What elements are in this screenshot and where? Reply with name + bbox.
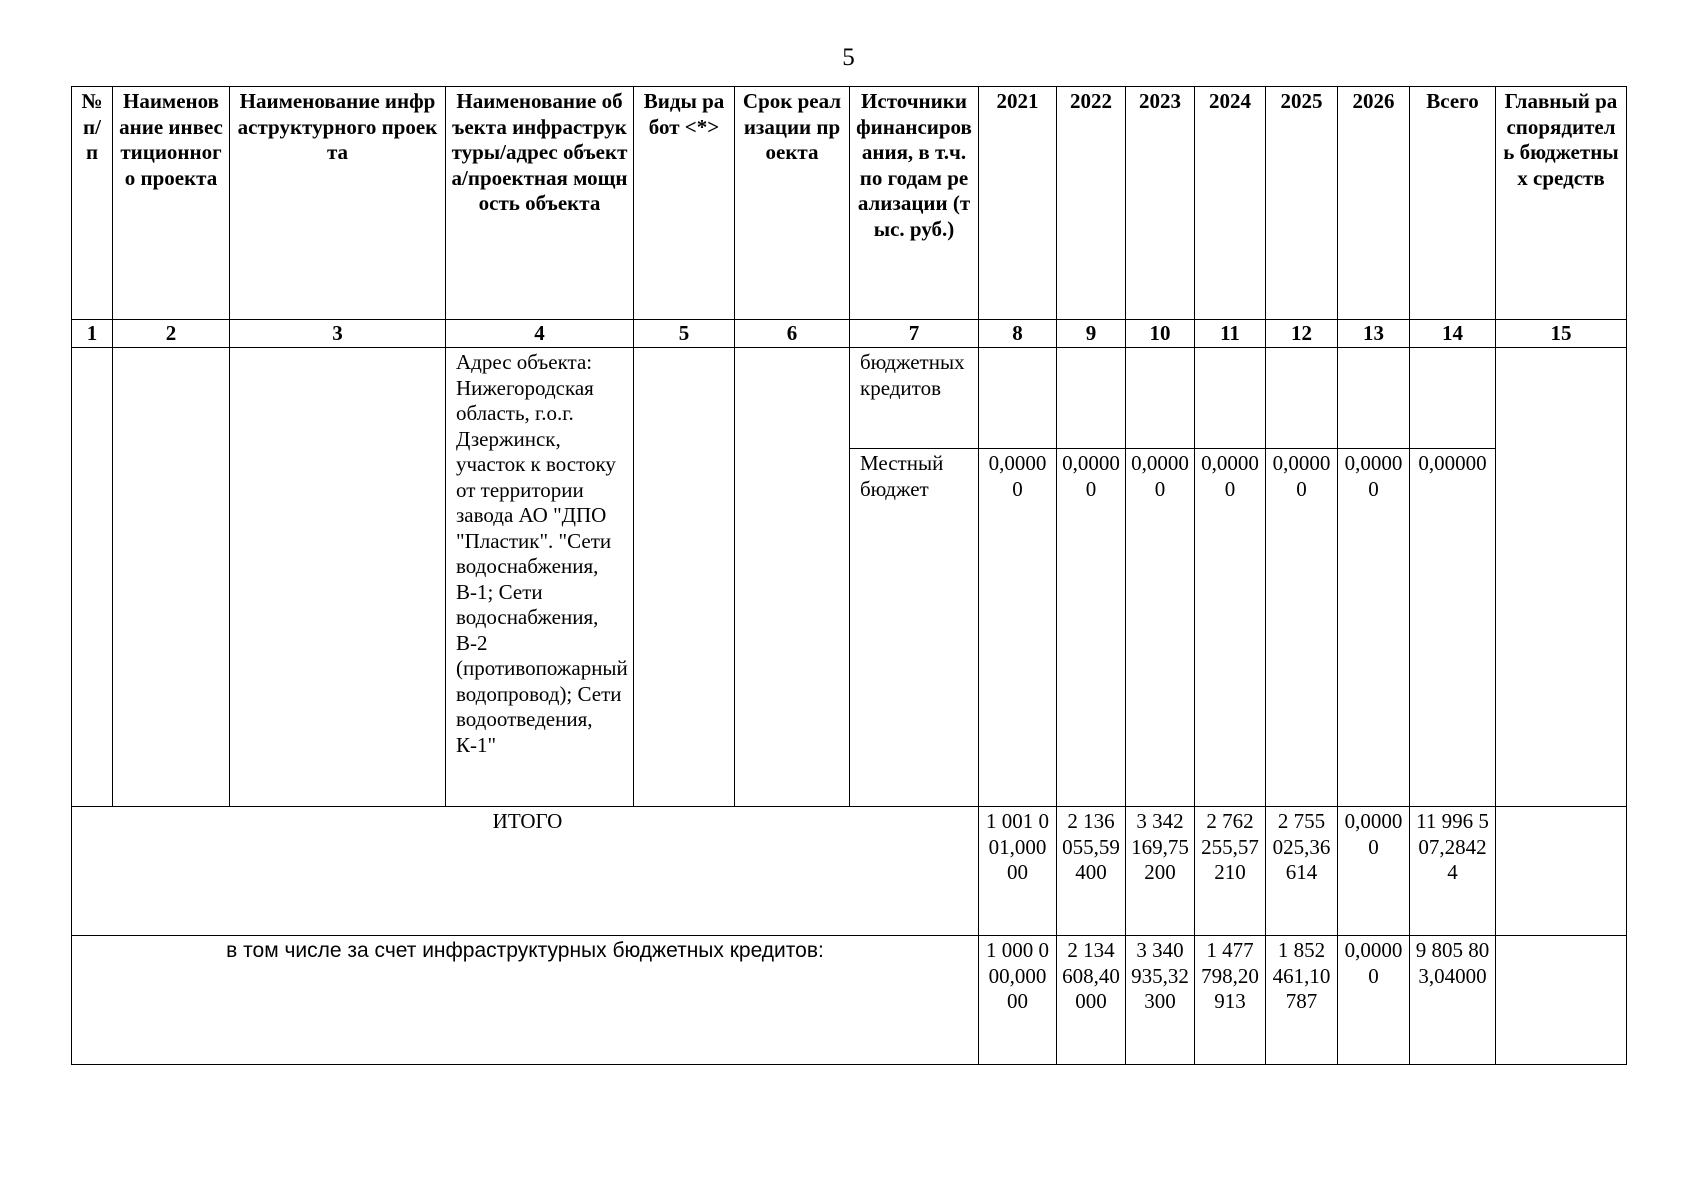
column-number: 15 xyxy=(1496,320,1627,348)
column-number: 8 xyxy=(979,320,1057,348)
local-2022-value: 0,00000 xyxy=(1057,449,1126,807)
cell-2024 xyxy=(1195,348,1266,449)
total-2024-value: 2 762 255,57210 xyxy=(1195,807,1266,936)
cell-total xyxy=(1410,348,1496,449)
object-address: Адрес объекта: Нижегородская область, г.о.г. Дзержинск, участок к востоку от территории завода АО "ДПО "Пластик". "Сети водоснабжения, В-1; Сети водоснабжения, В-2 (противопожарный водопровод); Сети водоотведения, К-1" xyxy=(446,348,634,807)
header-year-2022: 2022 xyxy=(1057,87,1126,320)
local-total-value: 0,00000 xyxy=(1410,449,1496,807)
column-number: 12 xyxy=(1266,320,1338,348)
credits-2022-value: 2 134 608,40000 xyxy=(1057,936,1126,1065)
header-number: № п/п xyxy=(72,87,113,320)
local-2021-value: 0,00000 xyxy=(979,449,1057,807)
cell-investment-project xyxy=(113,348,230,807)
credits-2025-value: 1 852 461,10787 xyxy=(1266,936,1338,1065)
header-investment-project: Наименование инвестиционного проекта xyxy=(113,87,230,320)
credits-budget-manager xyxy=(1496,936,1627,1065)
table-row-total xyxy=(72,807,1627,936)
column-number: 3 xyxy=(230,320,446,348)
credits-2024-value: 1 477 798,20913 xyxy=(1195,936,1266,1065)
total-2023-value: 3 342 169,75200 xyxy=(1126,807,1195,936)
credits-2023-value: 3 340 935,32300 xyxy=(1126,936,1195,1065)
table-row-credits xyxy=(72,936,1627,1065)
investment-table xyxy=(71,86,1627,1065)
column-number: 11 xyxy=(1195,320,1266,348)
cell-2025 xyxy=(1266,348,1338,449)
total-sum-value: 11 996 507,28424 xyxy=(1410,807,1496,936)
header-work-types: Виды работ <*> xyxy=(634,87,735,320)
column-number: 9 xyxy=(1057,320,1126,348)
page-number: 5 xyxy=(842,44,855,71)
header-year-2024: 2024 xyxy=(1195,87,1266,320)
header-project-term: Срок реализации проекта xyxy=(735,87,850,320)
credits-label: в том числе за счет инфраструктурных бюджетных кредитов: xyxy=(72,936,979,1065)
credits-sum-value: 9 805 803,04000 xyxy=(1410,936,1496,1065)
cell-2021 xyxy=(979,348,1057,449)
total-2025-value: 2 755 025,36614 xyxy=(1266,807,1338,936)
header-infrastructure-project: Наименование инфраструктурного проекта xyxy=(230,87,446,320)
header-year-2025: 2025 xyxy=(1266,87,1338,320)
column-number: 13 xyxy=(1338,320,1410,348)
table-row-budget-credits xyxy=(72,348,1627,449)
column-number-row xyxy=(72,320,1627,348)
cell-2026 xyxy=(1338,348,1410,449)
total-label: ИТОГО xyxy=(72,807,979,936)
column-number: 7 xyxy=(850,320,979,348)
header-budget-manager: Главный распорядитель бюджетных средств xyxy=(1496,87,1627,320)
header-year-2023: 2023 xyxy=(1126,87,1195,320)
cell-budget-manager xyxy=(1496,348,1627,807)
header-year-2021: 2021 xyxy=(979,87,1057,320)
column-number: 10 xyxy=(1126,320,1195,348)
local-2026-value: 0,00000 xyxy=(1338,449,1410,807)
total-budget-manager xyxy=(1496,807,1627,936)
cell-project-term xyxy=(735,348,850,807)
cell-number xyxy=(72,348,113,807)
total-2026-value: 0,00000 xyxy=(1338,807,1410,936)
source-local-budget: Местный бюджет xyxy=(850,449,979,807)
total-2022-value: 2 136 055,59400 xyxy=(1057,807,1126,936)
local-2025-value: 0,00000 xyxy=(1266,449,1338,807)
column-number: 1 xyxy=(72,320,113,348)
column-number: 6 xyxy=(735,320,850,348)
source-budget-credits: бюджетных кредитов xyxy=(850,348,979,449)
header-total: Всего xyxy=(1410,87,1496,320)
cell-work-types xyxy=(634,348,735,807)
local-2024-value: 0,00000 xyxy=(1195,449,1266,807)
cell-infrastructure-project xyxy=(230,348,446,807)
credits-2026-value: 0,00000 xyxy=(1338,936,1410,1065)
column-number: 2 xyxy=(113,320,230,348)
credits-2021-value: 1 000 000,00000 xyxy=(979,936,1057,1065)
column-number: 5 xyxy=(634,320,735,348)
header-funding-sources: Источники финансирования, в т.ч. по годам реализации (тыс. руб.) xyxy=(850,87,979,320)
cell-2022 xyxy=(1057,348,1126,449)
local-2023-value: 0,00000 xyxy=(1126,449,1195,807)
header-row xyxy=(72,87,1627,320)
header-infrastructure-object: Наименование объекта инфраструктуры/адрес объекта/проектная мощность объекта xyxy=(446,87,634,320)
total-2021-value: 1 001 001,00000 xyxy=(979,807,1057,936)
header-year-2026: 2026 xyxy=(1338,87,1410,320)
cell-2023 xyxy=(1126,348,1195,449)
column-number: 4 xyxy=(446,320,634,348)
column-number: 14 xyxy=(1410,320,1496,348)
